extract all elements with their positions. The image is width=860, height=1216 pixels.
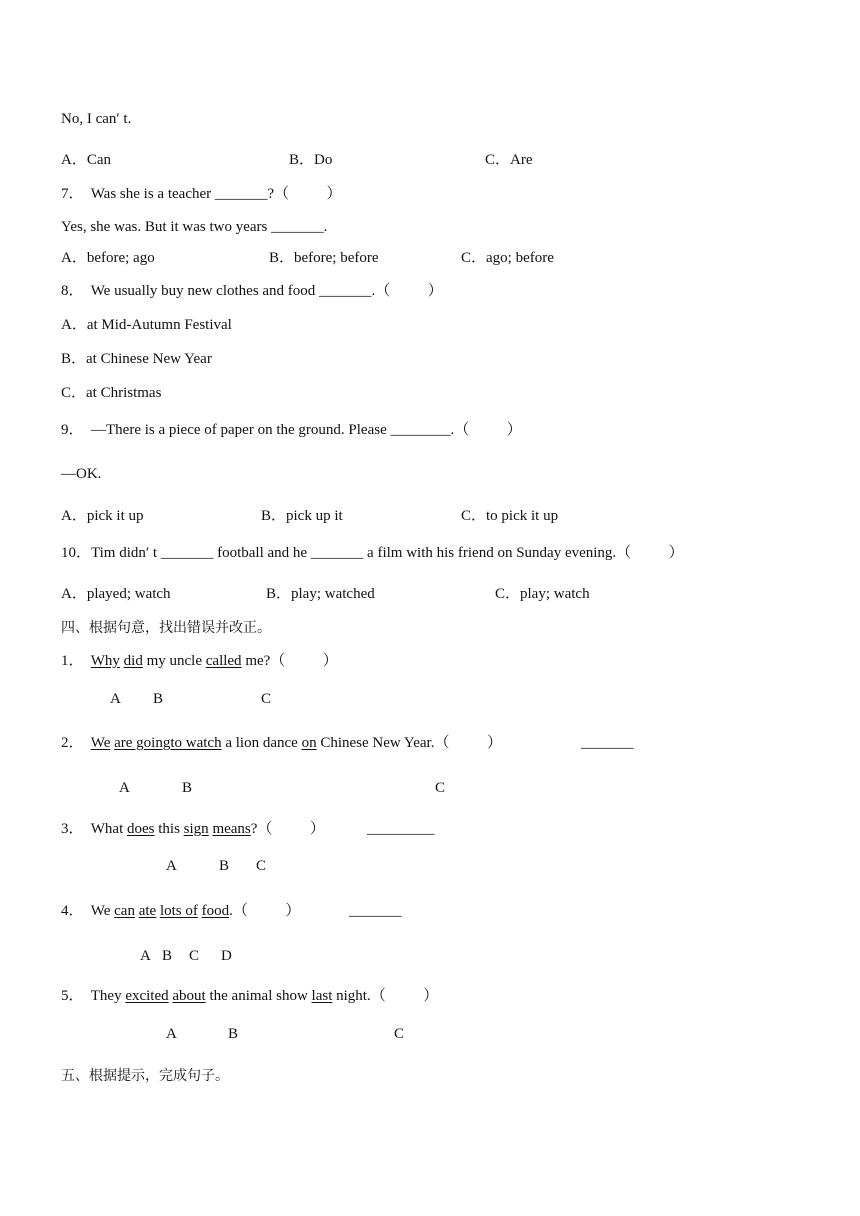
q9-line2: —OK.: [61, 466, 102, 482]
underlined-part-b: about: [172, 988, 206, 1004]
underlined-part-c: called: [205, 653, 242, 669]
error-item-5: [61, 987, 438, 1005]
answer-blank: _______: [349, 903, 402, 919]
marker-c: C: [256, 858, 267, 874]
item-number: 5．: [61, 988, 84, 1004]
sentence-text: night.（ ）: [336, 988, 439, 1004]
underlined-part-a: can: [114, 903, 135, 919]
marker-b: B: [162, 948, 173, 964]
sentence-text: a lion dance: [225, 735, 298, 751]
item-number: 2．: [61, 735, 84, 751]
sentence-text: Chinese New Year.（ ）: [320, 735, 502, 751]
underlined-part-b: ate: [138, 903, 157, 919]
q8-option-c: C．at Christmas: [61, 385, 162, 401]
marker-c: C: [394, 1026, 405, 1042]
q6-answer-line: No, I can′ t.: [61, 111, 132, 127]
q8-question: 8． We usually buy new clothes and food _______.（ ）: [61, 283, 443, 299]
q7-question: 7． Was she is a teacher _______?（ ）: [61, 186, 342, 202]
q10-option-c: C．play; watch: [495, 586, 590, 602]
q10-question: 10．Tim didn′ t _______ football and he _______ a film with his friend on Sunday evening.（ ）: [61, 545, 684, 561]
underlined-part-a: Why: [90, 653, 120, 669]
section-5-heading: 五、根据提示，完成句子。: [61, 1068, 229, 1084]
error-item-1: [61, 652, 338, 670]
sentence-text: me?（ ）: [245, 653, 338, 669]
item-number: 4．: [61, 903, 84, 919]
underlined-part-b: are goingto watch: [114, 735, 222, 751]
q10-option-a: A．played; watch: [61, 586, 171, 602]
item-number: 3．: [61, 821, 84, 837]
underlined-part-c: last: [311, 988, 333, 1004]
sentence-text: What: [90, 821, 124, 837]
item-number: 1．: [61, 653, 84, 669]
section-4-heading: 四、根据句意，找出错误并改正。: [61, 620, 271, 636]
q6-option-c: C．Are: [485, 152, 533, 168]
marker-a: A: [166, 858, 177, 874]
sentence-text: .（ ）: [229, 903, 301, 919]
sentence-text: We: [90, 903, 111, 919]
error-item-3: [61, 820, 325, 838]
marker-d: D: [221, 948, 232, 964]
marker-b: B: [219, 858, 230, 874]
sentence-text: this: [158, 821, 180, 837]
q7-option-b: B．before; before: [269, 250, 379, 266]
sentence-text: They: [90, 988, 122, 1004]
q8-option-b: B．at Chinese New Year: [61, 351, 212, 367]
marker-a: A: [119, 780, 130, 796]
underlined-part-b: did: [123, 653, 143, 669]
error-item-2: [61, 734, 502, 752]
underlined-part-d: food: [201, 903, 230, 919]
underlined-part-a: We: [90, 735, 111, 751]
q9-question: 9． —There is a piece of paper on the ground. Please ________.（ ）: [61, 422, 522, 438]
q9-option-b: B．pick up it: [261, 508, 343, 524]
underlined-part-b: sign: [183, 821, 209, 837]
q9-option-a: A．pick it up: [61, 508, 144, 524]
answer-blank: _________: [367, 821, 435, 837]
sentence-text: my uncle: [146, 653, 202, 669]
q9-option-c: C．to pick it up: [461, 508, 559, 524]
marker-a: A: [110, 691, 121, 707]
underlined-part-c: means: [212, 821, 251, 837]
underlined-part-a: excited: [125, 988, 169, 1004]
marker-a: A: [140, 948, 151, 964]
sentence-text: the animal show: [209, 988, 308, 1004]
marker-b: B: [153, 691, 164, 707]
underlined-part-c: lots of: [159, 903, 198, 919]
answer-blank: _______: [581, 735, 634, 751]
q6-option-b: B．Do: [289, 152, 333, 168]
error-item-4: [61, 902, 300, 920]
sentence-text: ?（ ）: [250, 821, 325, 837]
underlined-part-c: on: [301, 735, 317, 751]
marker-c: C: [189, 948, 200, 964]
marker-b: B: [228, 1026, 239, 1042]
marker-b: B: [182, 780, 193, 796]
underlined-part-a: does: [126, 821, 155, 837]
q6-option-a: A．Can: [61, 152, 111, 168]
q7-option-c: C．ago; before: [461, 250, 554, 266]
q7-line2: Yes, she was. But it was two years _______.: [61, 219, 328, 235]
marker-a: A: [166, 1026, 177, 1042]
q7-option-a: A．before; ago: [61, 250, 155, 266]
q8-option-a: A．at Mid-Autumn Festival: [61, 317, 232, 333]
marker-c: C: [435, 780, 446, 796]
q10-option-b: B．play; watched: [266, 586, 375, 602]
marker-c: C: [261, 691, 272, 707]
